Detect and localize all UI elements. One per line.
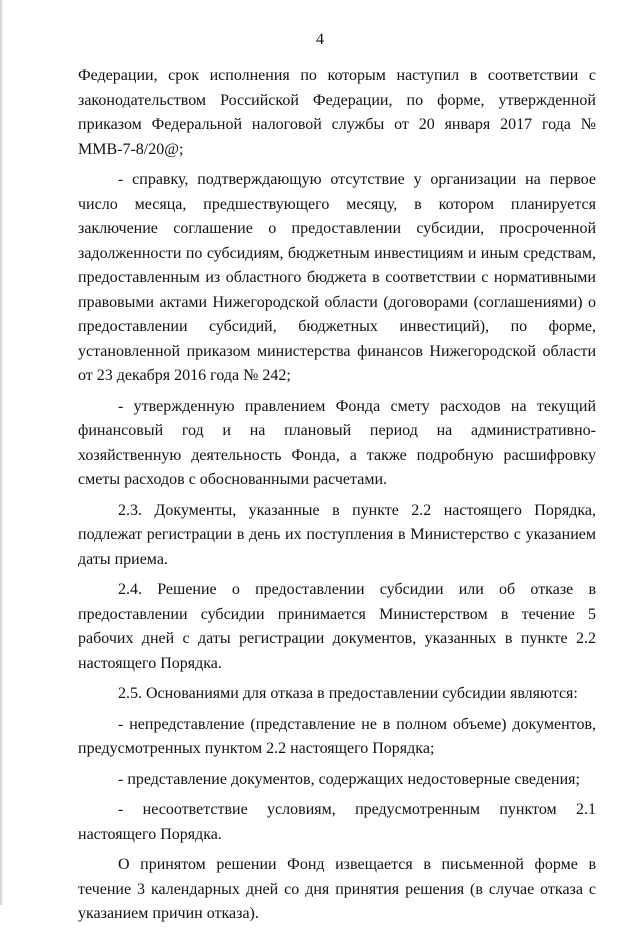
paragraph-refusal-reason-3: - несоответствие условиям, предусмотренным пунктом 2.1 настоящего Порядка. [78, 801, 596, 843]
page-number: 4 [316, 31, 324, 48]
scan-edge [0, 0, 3, 905]
paragraph-2-5: 2.5. Основаниями для отказа в предоставлении субсидии являются: [118, 685, 578, 702]
paragraph-expense-estimate: - утвержденную правлением Фонда смету расходов на текущий финансовый год и на плановый период на административно-хозяйственную деятельность Фонда, а также подробную расшифровку сметы расходов с обоснованными расчетами. [78, 397, 596, 488]
paragraph-2-3: 2.3. Документы, указанные в пункте 2.2 настоящего Порядка, подлежат регистрации в день их поступления в Министерство с указанием даты приема. [78, 501, 596, 568]
paragraph-refusal-reason-1: - непредставление (представление не в полном объеме) документов, предусмотренных пунктом 2.2 настоящего Порядка; [78, 715, 596, 757]
paragraph-continuation: Федерации, срок исполнения по которым наступил в соответствии с законодательством Российской Федерации, по форме, утвержденной приказом Федеральной налоговой службы от 20 января 2017 года № ММВ-7-8/20@; [78, 67, 596, 158]
paragraph-notification: О принятом решении Фонд извещается в письменной форме в течение 3 календарных дней со дня принятия решения (в случае отказа с указанием причин отказа). [78, 856, 596, 922]
document-body [78, 64, 596, 933]
paragraph-refusal-reason-2: - представление документов, содержащих недостоверные сведения; [118, 770, 580, 788]
paragraph-debt-certificate: - справку, подтверждающую отсутствие у организации на первое число месяца, предшествующего месяцу, в котором планируется заключение соглашение о предоставлении субсидии, просроченной задолженности по субсидиям, бюджетным инвестициям и иным средствам, предоставленным из областного бюджета в соответствии с нормативными правовыми актами Нижегородской области (договорами (соглашениями) о предоставлении субсидий, бюджетных инвестиций), по форме, установленной приказом министерства финансов Нижегородской области от 23 декабря 2016 года № 242; [78, 171, 596, 384]
paragraph-2-4: 2.4. Решение о предоставлении субсидии или об отказе в предоставлении субсидии принимается Министерством в течение 5 рабочих дней с даты регистрации документов, указанных в пункте 2.2 настоящего Порядка. [78, 581, 596, 672]
